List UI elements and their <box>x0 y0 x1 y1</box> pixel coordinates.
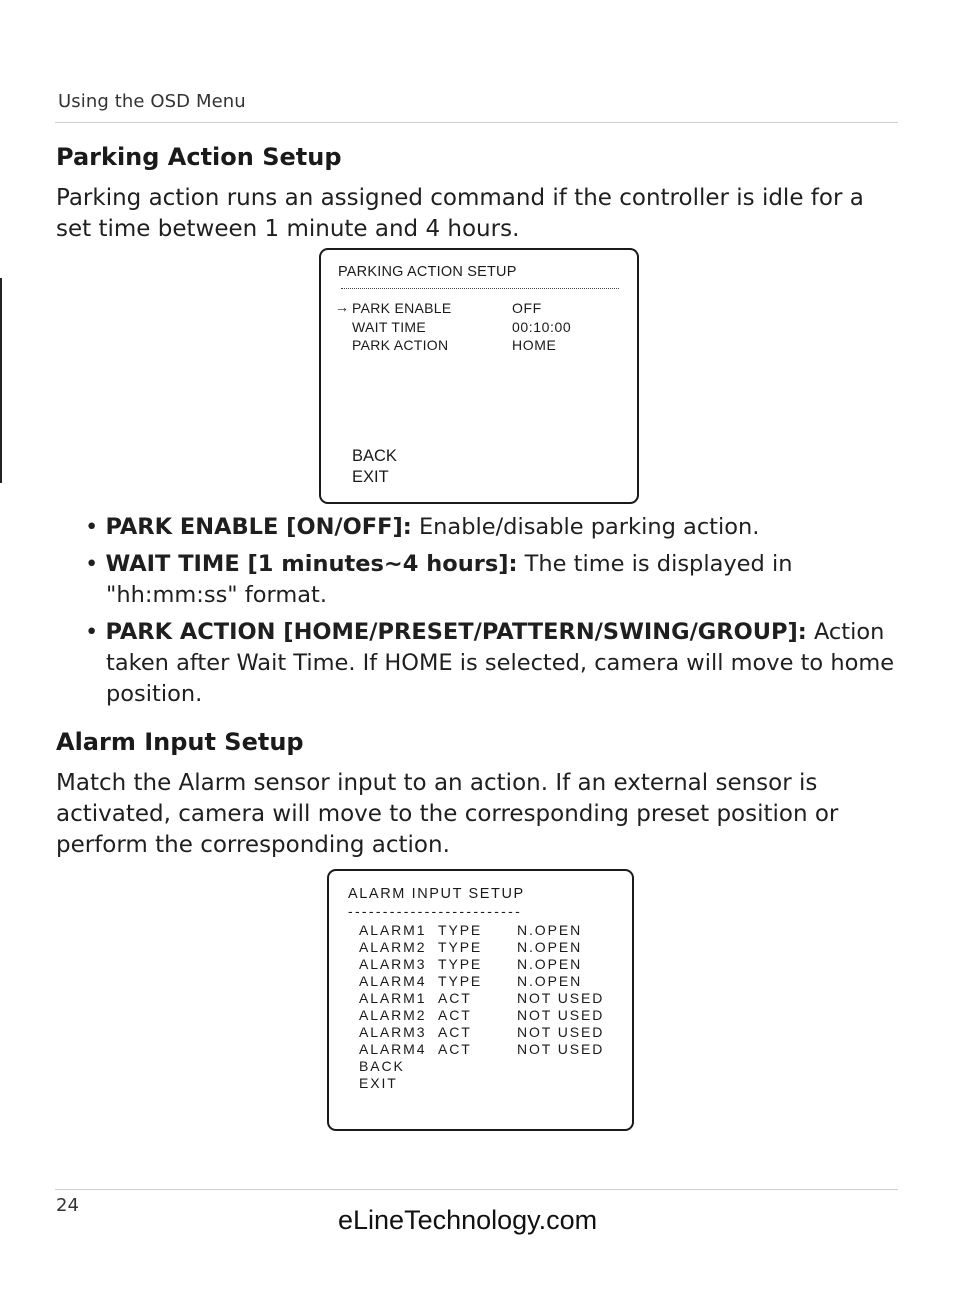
osd-row-alarm: ALARM3 <box>359 956 427 972</box>
osd-row-alarm: ALARM1 <box>359 922 427 938</box>
osd-row-value: NOT USED <box>517 990 605 1006</box>
osd-row-value: N.OPEN <box>517 939 583 955</box>
osd-row-value: NOT USED <box>517 1041 605 1057</box>
osd-row-alarm: ALARM2 <box>359 1007 427 1023</box>
osd-row <box>359 990 605 1006</box>
parking-heading: Parking Action Setup <box>56 143 342 171</box>
osd-row <box>359 1041 605 1057</box>
osd-divider: ------------------------- <box>348 903 523 919</box>
cursor-arrow-icon: → <box>335 299 349 315</box>
osd-row-label: PARK ACTION <box>352 337 449 353</box>
bullet-term: PARK ENABLE [ON/OFF]: <box>105 514 412 540</box>
osd-title: PARKING ACTION SETUP <box>338 264 517 280</box>
header-rule <box>55 122 898 123</box>
parking-osd-screen <box>319 248 639 504</box>
osd-row-alarm: ALARM3 <box>359 1024 427 1040</box>
alarm-heading: Alarm Input Setup <box>56 728 304 756</box>
osd-row <box>359 956 583 972</box>
osd-row-alarm: ALARM1 <box>359 990 427 1006</box>
osd-row <box>359 922 583 938</box>
osd-row <box>359 1007 605 1023</box>
osd-exit: EXIT <box>352 468 389 486</box>
osd-row-setting: TYPE <box>438 922 483 938</box>
osd-row-setting: ACT <box>438 1007 472 1023</box>
bullet-desc: Action taken after Wait Time. If HOME is selected, camera will move to home position. <box>106 619 895 707</box>
osd-row-alarm: ALARM4 <box>359 1041 427 1057</box>
website-footer: eLineTechnology.com <box>338 1205 598 1235</box>
osd-row-value: OFF <box>512 300 542 316</box>
osd-row-setting: ACT <box>438 1024 472 1040</box>
osd-row-value: HOME <box>512 337 557 353</box>
bullet-term: WAIT TIME [1 minutes~4 hours]: <box>105 551 518 577</box>
parking-bullet-list <box>85 512 900 716</box>
osd-row <box>359 973 583 989</box>
osd-row-alarm: ALARM4 <box>359 973 427 989</box>
list-item: • PARK ENABLE [ON/OFF]: Enable/disable parking action. <box>85 514 760 540</box>
osd-row-value: NOT USED <box>517 1024 605 1040</box>
osd-back: BACK <box>352 447 397 465</box>
osd-back: BACK <box>359 1058 405 1074</box>
osd-divider <box>341 288 619 289</box>
osd-row <box>359 939 583 955</box>
alarm-osd-screen <box>327 869 634 1131</box>
osd-row-setting: TYPE <box>438 956 483 972</box>
osd-title: ALARM INPUT SETUP <box>348 886 525 902</box>
list-item: • WAIT TIME [1 minutes~4 hours]: The time is displayed in "hh:mm:ss" format. <box>85 551 793 608</box>
osd-row <box>359 1024 605 1040</box>
osd-row-setting: ACT <box>438 1041 472 1057</box>
osd-row-label: PARK ENABLE <box>352 300 452 316</box>
footer-rule <box>55 1189 898 1190</box>
osd-exit: EXIT <box>359 1075 398 1091</box>
parking-intro: Parking action runs an assigned command if the controller is idle for a set time between 1 minute and 4 hours. <box>56 185 864 242</box>
osd-row-value: N.OPEN <box>517 922 583 938</box>
osd-row-value: N.OPEN <box>517 973 583 989</box>
osd-row-label: WAIT TIME <box>352 319 426 335</box>
page-number: 24 <box>56 1195 79 1216</box>
running-header: Using the OSD Menu <box>58 91 246 112</box>
alarm-intro: Match the Alarm sensor input to an action. If an external sensor is activated, camera will move to the corresponding preset position or perform the corresponding action. <box>56 770 839 858</box>
osd-row-setting: ACT <box>438 990 472 1006</box>
bullet-desc: The time is displayed in "hh:mm:ss" format. <box>106 551 793 608</box>
osd-row-setting: TYPE <box>438 973 483 989</box>
bullet-desc: Enable/disable parking action. <box>418 514 760 540</box>
margin-bar <box>0 278 2 483</box>
list-item: • PARK ACTION [HOME/PRESET/PATTERN/SWING/GROUP]: Action taken after Wait Time. If HOME is selected, camera will move to home position. <box>85 619 895 707</box>
osd-row-value: NOT USED <box>517 1007 605 1023</box>
osd-row-alarm: ALARM2 <box>359 939 427 955</box>
osd-row-setting: TYPE <box>438 939 483 955</box>
bullet-term: PARK ACTION [HOME/PRESET/PATTERN/SWING/GROUP]: <box>105 619 807 645</box>
osd-row-value: N.OPEN <box>517 956 583 972</box>
osd-row-value: 00:10:00 <box>512 319 572 335</box>
